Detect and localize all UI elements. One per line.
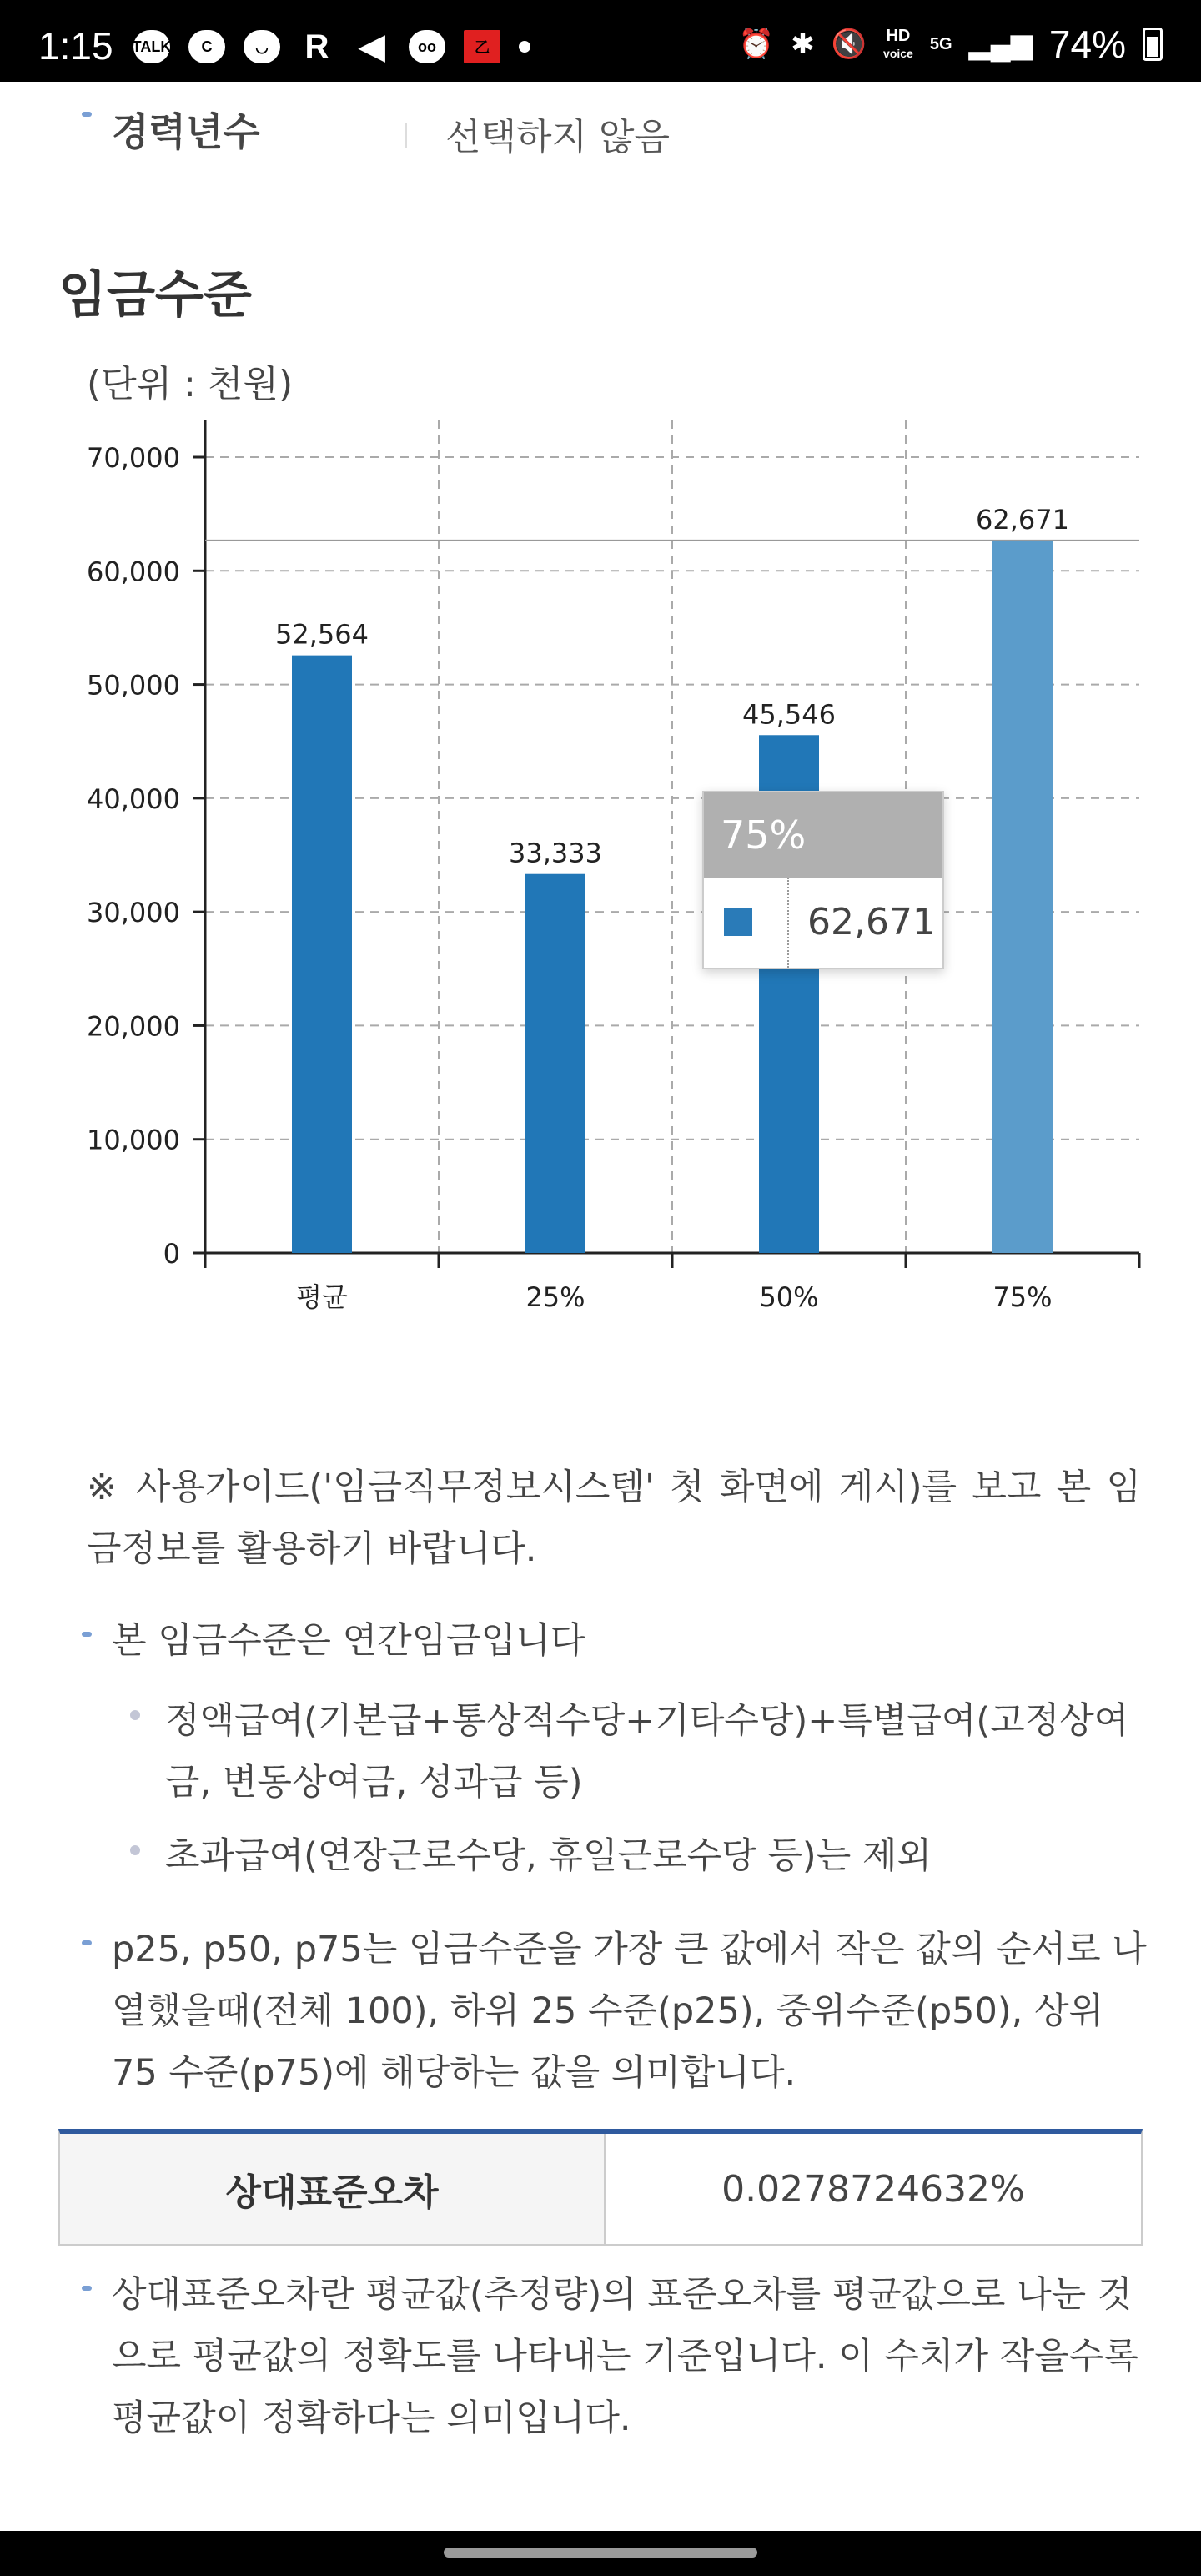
bluetooth-icon: ✱ [791,28,815,60]
battery-percent: 74% [1048,23,1126,66]
c-icon: C [188,30,225,63]
bar-1 [525,874,585,1253]
x-tick-label: 25% [525,1281,585,1313]
experience-label: 경력년수 [112,109,260,154]
hd-voice-icon: HD voice [883,26,913,60]
bar-3 [992,541,1053,1253]
megaphone-icon: ◀ [359,28,385,65]
home-gesture-handle[interactable] [444,2548,757,2558]
series-swatch-icon [724,908,752,936]
signal-icon: ▂▄▆ [968,28,1033,60]
data-label: 62,671 [976,503,1069,536]
y-tick-label: 60,000 [87,556,180,588]
alarm-icon: ⏰ [738,28,775,60]
note-annual [82,1610,1149,1672]
tooltip-title: 75% [704,792,942,878]
note-sub1 [130,1690,1144,1814]
tooltip-body [704,878,942,968]
sub-bullet-icon [130,1710,140,1720]
y-tick-label: 70,000 [87,442,180,474]
navigation-bar [0,2531,1201,2576]
note-sub2 [130,1825,1144,1887]
tooltip-divider [787,878,789,968]
clock: 1:15 [38,24,113,68]
data-label: 45,546 [742,698,836,731]
usage-guide-text: ※ 사용가이드('임금직무정보시스템' 첫 화면에 게시)를 보고 본 임금정보를 활용하기 바랍니다. [87,1467,1141,1570]
data-label: 52,564 [275,618,369,651]
relative-error-value: 0.0278724632% [721,2167,1025,2211]
voicemail-icon: oo [409,30,445,63]
relative-error-header: 상대표준오차 [60,2134,606,2244]
relative-error-table [58,2129,1143,2246]
y-tick-label: 0 [163,1238,180,1270]
unit-label: (단위 : 천원) [87,363,294,405]
section-title: 임금수준 [58,266,252,325]
note-relative-error-text: 상대표준오차란 평균값(추정량)의 표준오차를 평균값으로 나눈 것으로 평균값의 정확도를 나타내는 기준입니다. 이 수치가 작을수록 평균값이 정확하다는 의미입니다. [112,2274,1138,2439]
note-sub1-text: 정액급여(기본급+통상적수당+기타수당)+특별급여(고정상여금, 변동상여금, 성과급 등) [165,1700,1129,1804]
y-tick-label: 30,000 [87,897,180,929]
chart-tooltip [702,791,944,969]
r-icon: R [304,28,329,65]
sub-bullet-icon [130,1845,140,1855]
note-relative-error [82,2264,1149,2449]
5g-icon: 5G [929,35,952,53]
y-tick-label: 10,000 [87,1124,180,1156]
bullet-icon [82,1940,92,1945]
bowl-icon: ◡ [244,30,280,63]
note-percentile [82,1919,1149,2104]
y-tick-label: 20,000 [87,1010,180,1043]
bullet-icon [82,1632,92,1637]
x-tick-label: 평균 [296,1281,348,1313]
experience-value: 선택하지 않음 [445,116,671,158]
bullet-icon [82,2286,92,2291]
mute-icon: 🔇 [831,28,867,60]
y-tick-label: 50,000 [87,669,180,702]
x-tick-label: 75% [992,1281,1053,1313]
note-annual-text: 본 임금수준은 연간임금입니다 [112,1620,585,1662]
data-label: 33,333 [509,837,602,869]
x-tick-label: 50% [759,1281,819,1313]
bar-0 [292,656,352,1253]
red-app-icon: 乙 [464,30,500,63]
y-tick-label: 40,000 [87,782,180,815]
tooltip-value: 62,671 [807,901,936,943]
note-sub2-text: 초과급여(연장근로수당, 휴일근로수당 등)는 제외 [165,1835,932,1877]
talk-icon: TALK [133,30,170,63]
note-percentile-text: p25, p50, p75는 임금수준을 가장 큰 값에서 작은 값의 순서로 나열했을때(전체 100), 하위 25 수준(p25), 중위수준(p50), 상위 75 수준(p75)에 해당하는 값을 의미합니다. [112,1929,1147,2094]
